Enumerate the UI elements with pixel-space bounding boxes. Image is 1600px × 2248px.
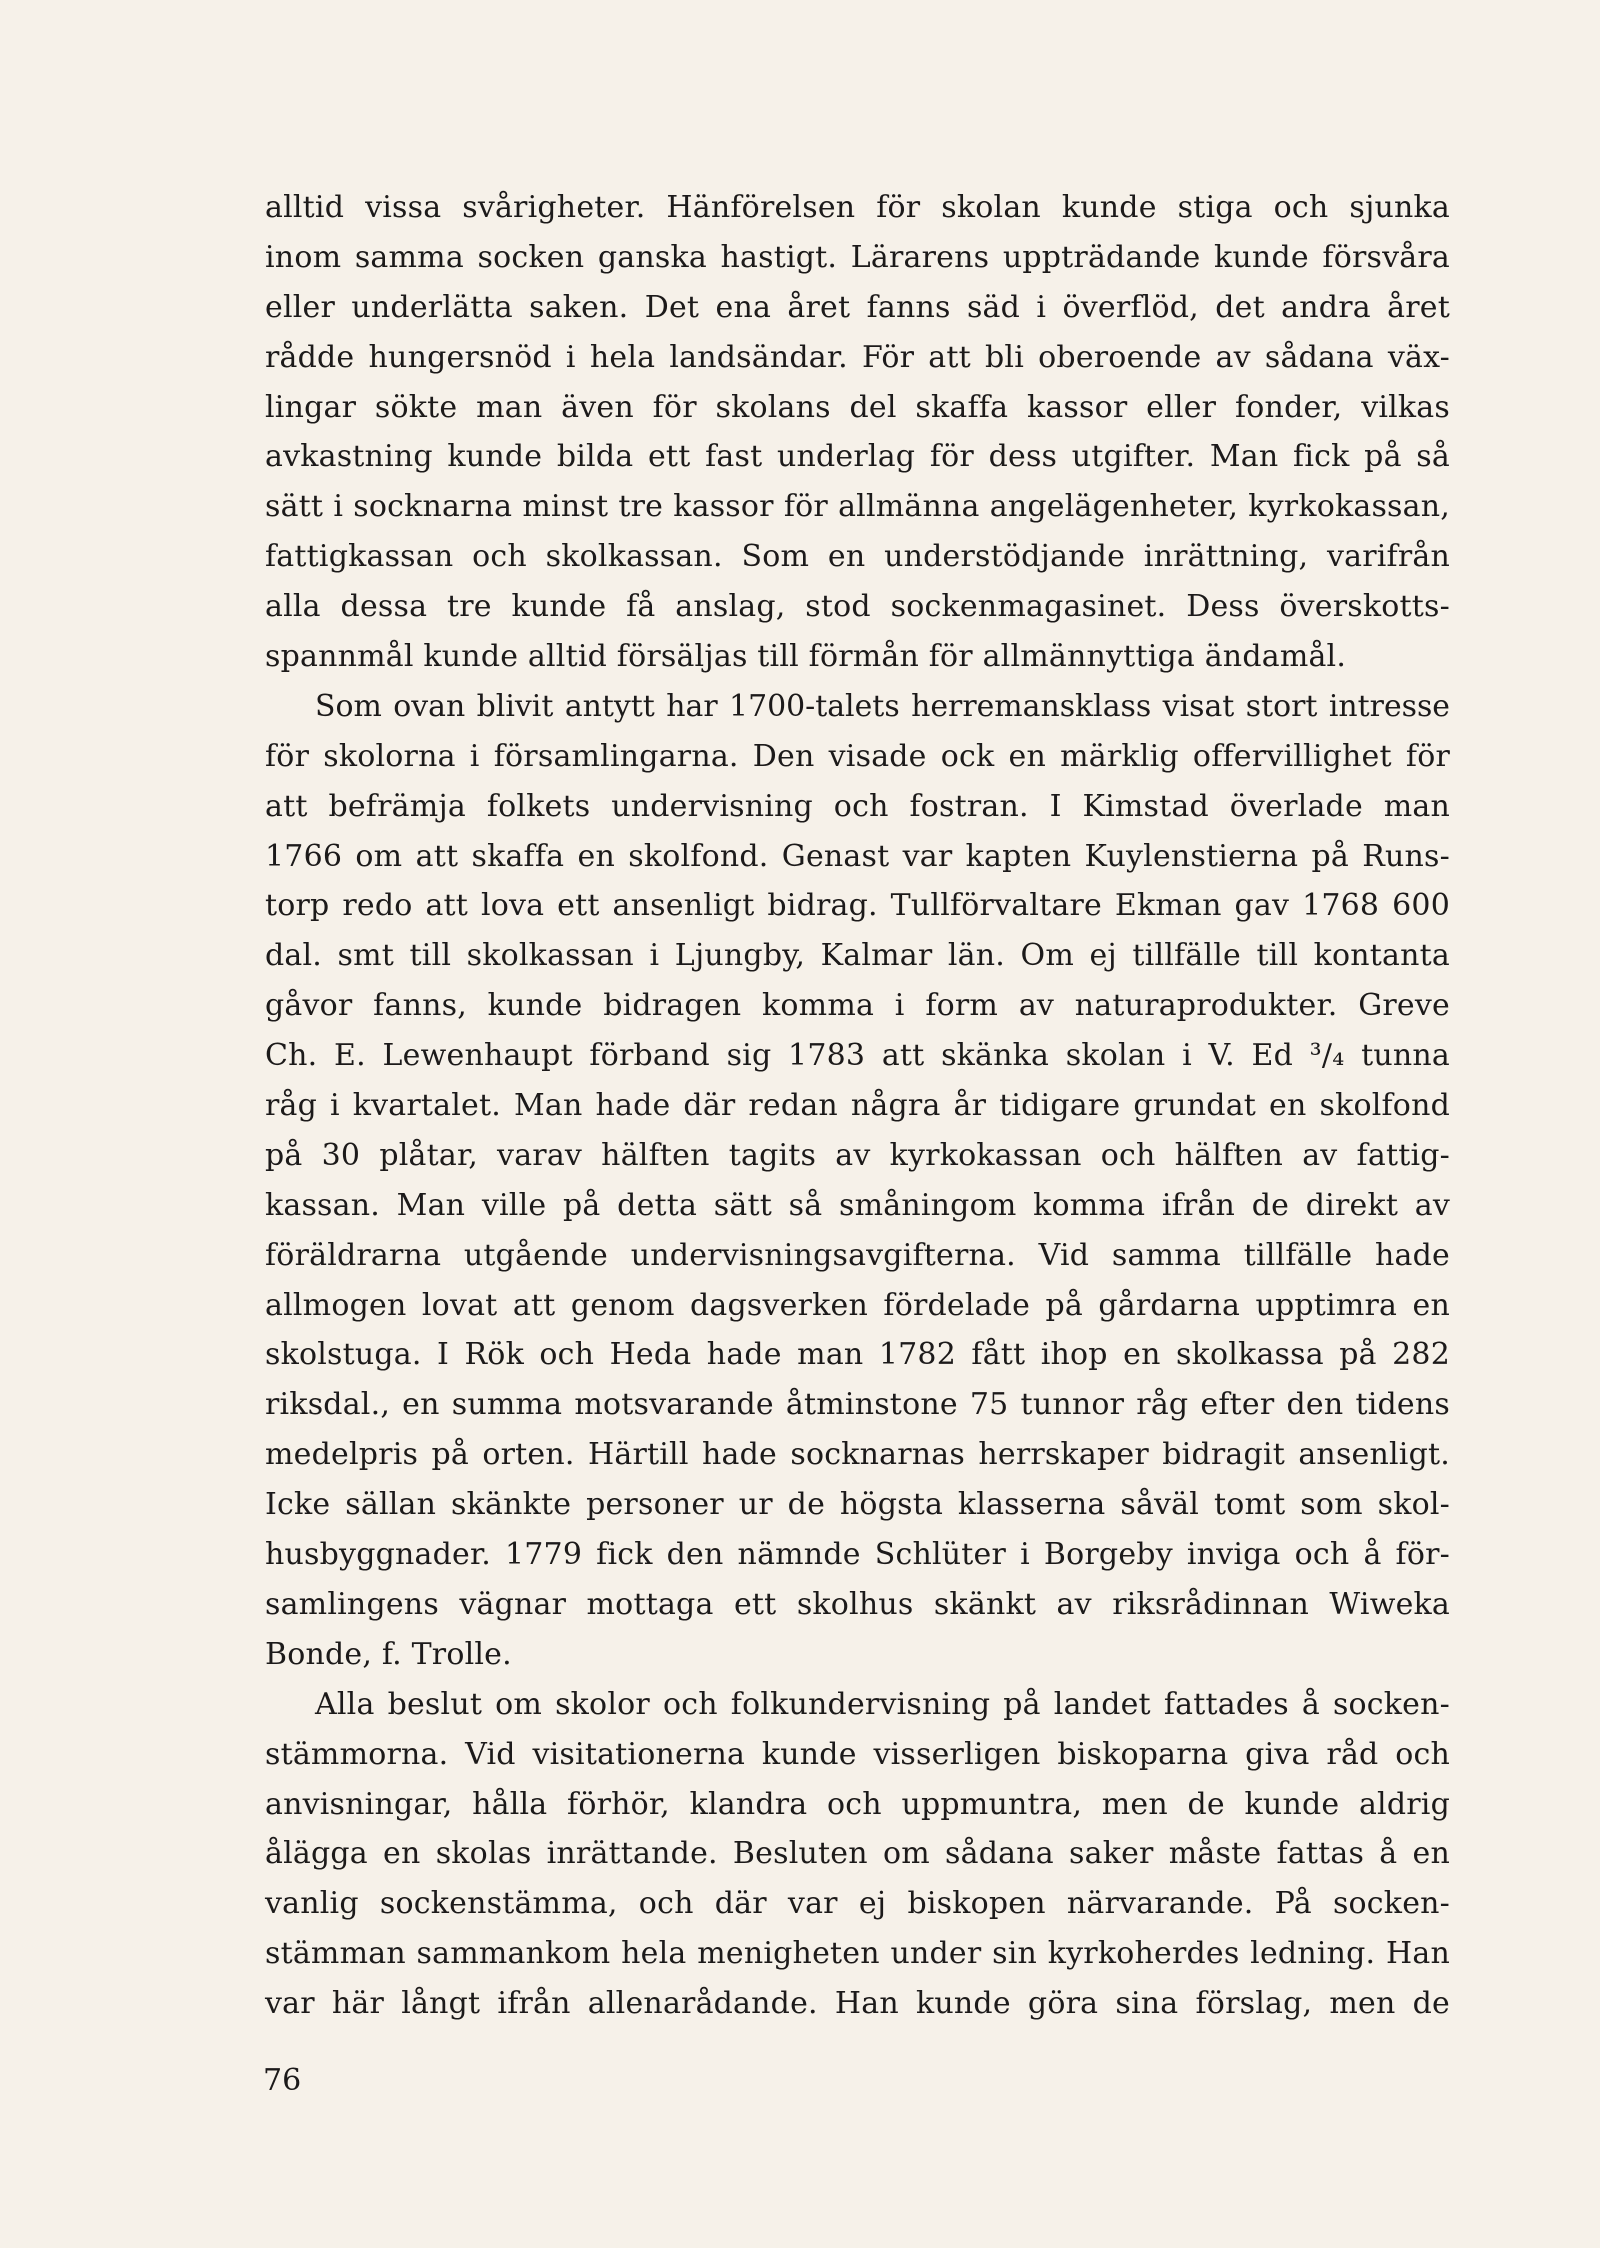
text-line: gåvor fanns, kunde bidragen komma i form av naturaprodukter. Greve [265, 988, 1450, 1024]
text-line: Icke sällan skänkte personer ur de högsta klasserna såväl tomt som skol- [265, 1487, 1450, 1523]
text-line: ålägga en skolas inrättande. Besluten om sådana saker måste fattas å en [265, 1836, 1450, 1872]
page-number: 76 [263, 2063, 302, 2098]
text-line: husbyggnader. 1779 fick den nämnde Schlüter i Borgeby inviga och å för- [265, 1537, 1450, 1573]
text-line: alla dessa tre kunde få anslag, stod sockenmagasinet. Dess överskotts- [265, 589, 1450, 625]
text-line: medelpris på orten. Härtill hade socknarnas herrskaper bidragit ansenligt. [265, 1437, 1450, 1473]
text-line: föräldrarna utgående undervisningsavgifterna. Vid samma tillfälle hade [265, 1237, 1450, 1273]
text-line: vanlig sockenstämma, och där var ej biskopen närvarande. På socken- [265, 1886, 1450, 1922]
text-line: eller underlätta saken. Det ena året fanns säd i överflöd, det andra året [265, 289, 1450, 325]
text-line: råg i kvartalet. Man hade där redan några år tidigare grundat en skolfond [265, 1088, 1450, 1124]
text-line: på 30 plåtar, varav hälften tagits av kyrkokassan och hälften av fattig- [265, 1137, 1450, 1173]
text-line: kassan. Man ville på detta sätt så småningom komma ifrån de direkt av [265, 1187, 1450, 1223]
text-line: Ch. E. Lewenhaupt förband sig 1783 att skänka skolan i V. Ed ³/₄ tunna [265, 1038, 1450, 1074]
body-text [265, 183, 1450, 2029]
text-line: att befrämja folkets undervisning och fostran. I Kimstad överlade man [265, 788, 1450, 824]
text-line: riksdal., en summa motsvarande åtminstone 75 tunnor råg efter den tidens [265, 1387, 1450, 1423]
text-line: var här långt ifrån allenarådande. Han kunde göra sina förslag, men de [265, 1986, 1450, 2022]
text-line: avkastning kunde bilda ett fast underlag för dess utgifter. Man fick på så [265, 439, 1450, 475]
text-line: fattigkassan och skolkassan. Som en understödjande inrättning, varifrån [265, 539, 1450, 575]
text-line: Bonde, f. Trolle. [265, 1636, 512, 1672]
text-line: sätt i socknarna minst tre kassor för allmänna angelägenheter, kyrkokassan, [265, 489, 1450, 525]
text-line: stämmorna. Vid visitationerna kunde visserligen biskoparna giva råd och [265, 1736, 1450, 1772]
text-line: anvisningar, hålla förhör, klandra och uppmuntra, men de kunde aldrig [265, 1786, 1450, 1822]
text-line: alltid vissa svårigheter. Hänförelsen för skolan kunde stiga och sjunka [265, 190, 1450, 225]
text-line: Alla beslut om skolor och folkundervisning på landet fattades å socken- [315, 1686, 1450, 1722]
text-line: lingar sökte man även för skolans del skaffa kassor eller fonder, vilkas [265, 389, 1450, 425]
text-line: Som ovan blivit antytt har 1700-talets herremansklass visat stort intresse [315, 688, 1450, 724]
text-line: stämman sammankom hela menigheten under sin kyrkoherdes ledning. Han [265, 1936, 1450, 1972]
text-line: 1766 om att skaffa en skolfond. Genast var kapten Kuylenstierna på Runs- [265, 838, 1450, 874]
text-line: samlingens vägnar mottaga ett skolhus skänkt av riksrådinnan Wiweka [265, 1586, 1450, 1622]
text-line: skolstuga. I Rök och Heda hade man 1782 fått ihop en skolkassa på 282 [265, 1337, 1450, 1373]
text-line: spannmål kunde alltid försäljas till förmån för allmännyttiga ändamål. [265, 639, 1347, 675]
text-line: inom samma socken ganska hastigt. Lärarens uppträdande kunde försvåra [265, 239, 1450, 275]
text-line: för skolorna i församlingarna. Den visade ock en märklig offervillighet för [265, 738, 1450, 774]
text-line: rådde hungersnöd i hela landsändar. För att bli oberoende av sådana väx- [265, 339, 1450, 375]
text-line: dal. smt till skolkassan i Ljungby, Kalmar län. Om ej tillfälle till kontanta [265, 938, 1450, 974]
text-line: torp redo att lova ett ansenligt bidrag. Tullförvaltare Ekman gav 1768 600 [265, 888, 1450, 924]
text-line: allmogen lovat att genom dagsverken fördelade på gårdarna upptimra en [265, 1287, 1450, 1323]
